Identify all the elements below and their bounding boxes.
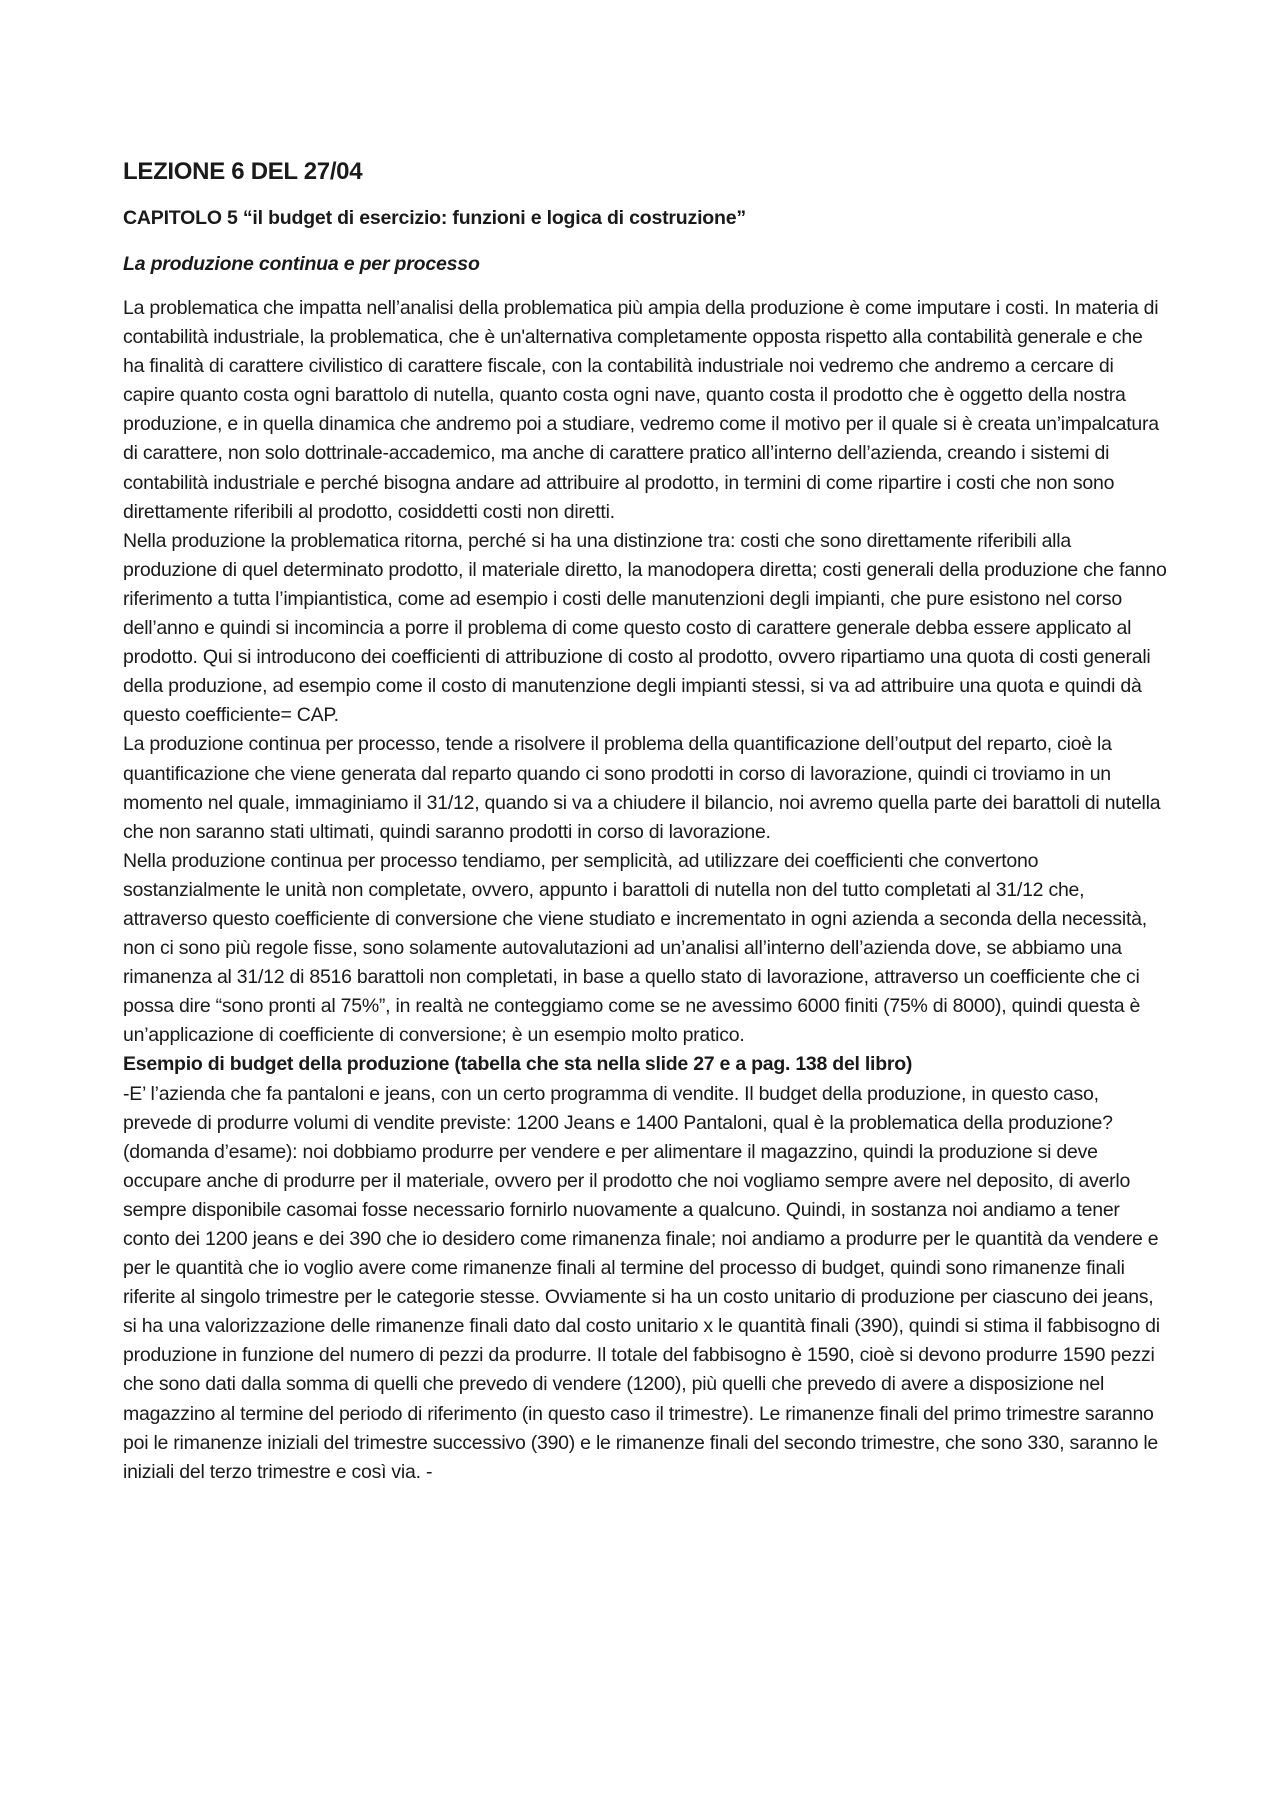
lesson-title: LEZIONE 6 DEL 27/04	[123, 158, 363, 185]
document-page	[123, 152, 1168, 1487]
section-subtitle: La produzione continua e per processo	[123, 253, 480, 275]
chapter-heading: CAPITOLO 5 “il budget di esercizio: funzioni e logica di costruzione”	[123, 207, 746, 229]
paragraph-continuous-process: La produzione continua per processo, tende a risolvere il problema della quantificazione dell’output del reparto, cioè la quantificazione che viene generata dal reparto quando ci sono prodotti in corso di lavorazione, quindi ci troviamo in un momento nel quale, immaginiamo il 31/12, quando si va a chiudere il bilancio, noi avremo quella parte dei barattoli di nutella che non saranno stati ultimati, quindi saranno prodotti in corso di lavorazione.	[123, 733, 1161, 843]
paragraph-budget-example: -E’ l’azienda che fa pantaloni e jeans, con un certo programma di vendite. Il budget della produzione, in questo caso, prevede di produrre volumi di vendite previste: 1200 Jeans e 1400 Pantaloni, qual è la problematica della produzione? (domanda d’esame): noi dobbiamo produrre per vendere e per alimentare il magazzino, quindi la produzione si deve occupare anche di produrre per il materiale, ovvero per il prodotto che noi vogliamo sempre avere nel deposito, di averlo sempre disponibile casomai fosse necessario fornirlo nuovamente a qualcuno. Quindi, in sostanza noi andiamo a tener conto dei 1200 jeans e dei 390 che io desidero come rimanenza finale; noi andiamo a produrre per le quantità da vendere e per le quantità che io voglio avere come rimanenze finali al termine del processo di budget, quindi sono rimanenze finali riferite al singolo trimestre per le categorie stesse. Ovviamente si ha un costo unitario di produzione per ciascuno dei jeans, si ha una valorizzazione delle rimanenze finali dato dal costo unitario x le quantità finali (390), quindi si stima il fabbisogno di produzione in funzione del numero di pezzi da produrre. Il totale del fabbisogno è 1590, cioè si devono produrre 1590 pezzi che sono dati dalla somma di quelli che prevedo di vendere (1200), più quelli che prevedo di avere a disposizione nel magazzino al termine del periodo di riferimento (in questo caso il trimestre). Le rimanenze finali del primo trimestre saranno poi le rimanenze iniziali del trimestre successivo (390) e le rimanenze finali del secondo trimestre, che sono 330, saranno le iniziali del terzo trimestre e così via. -	[123, 1082, 1160, 1483]
paragraph-costs-imputation: La problematica che impatta nell’analisi della problematica più ampia della produzione è come imputare i costi. In materia di contabilità industriale, la problematica, che è un'alternativa completamente opposta rispetto alla contabilità generale e che ha finalità di carattere civilistico di carattere fiscale, con la contabilità industriale noi vedremo che andremo a cercare di capire quanto costa ogni barattolo di nutella, quanto costa ogni nave, quanto costa il prodotto che è oggetto della nostra produzione, e in quella dinamica che andremo poi a studiare, vedremo come il motivo per il quale si è creata un’impalcatura di carattere, non solo dottrinale-accademico, ma anche di carattere pratico all’interno dell’azienda, creando i sistemi di contabilità industriale e perché bisogna andare ad attribuire al prodotto, in termini di come ripartire i costi che non sono direttamente riferibili al prodotto, cosiddetti costi non diretti.	[123, 297, 1159, 523]
paragraph-production-costs: Nella produzione la problematica ritorna, perché si ha una distinzione tra: costi che sono direttamente riferibili alla produzione di quel determinato prodotto, il materiale diretto, la manodopera diretta; costi generali della produzione che fanno riferimento a tutta l’impiantistica, come ad esempio i costi delle manutenzioni degli impianti, che pure esistono nel corso dell’anno e quindi si incomincia a porre il problema di come questo costo di carattere generale debba essere applicato al prodotto. Qui si introducono dei coefficienti di attribuzione di costo al prodotto, ovvero ripartiamo una quota di costi generali della produzione, ad esempio come il costo di manutenzione degli impianti stessi, si va ad attribuire una quota e quindi dà questo coefficiente= CAP.	[123, 529, 1167, 727]
paragraph-conversion-coefficients: Nella produzione continua per processo tendiamo, per semplicità, ad utilizzare dei coefficienti che convertono sostanzialmente le unità non completate, ovvero, appunto i barattoli di nutella non del tutto completati al 31/12 che, attraverso questo coefficiente di conversione che viene studiato e incrementato in ogni azienda a seconda della necessità, non ci sono più regole fisse, sono solamente autovalutazioni ad un’analisi all’interno dell’azienda dove, se abbiamo una rimanenza al 31/12 di 8516 barattoli non completati, in base a quello stato di lavorazione, attraverso un coefficiente che ci possa dire “sono pronti al 75%”, in realtà ne conteggiamo come se ne avessimo 6000 finiti (75% di 8000), quindi questa è un’applicazione di coefficiente di conversione; è un esempio molto pratico.	[123, 849, 1147, 1047]
example-heading: Esempio di budget della produzione (tabella che sta nella slide 27 e a pag. 138 del libro)	[123, 1053, 913, 1076]
document-body	[123, 294, 1168, 1487]
